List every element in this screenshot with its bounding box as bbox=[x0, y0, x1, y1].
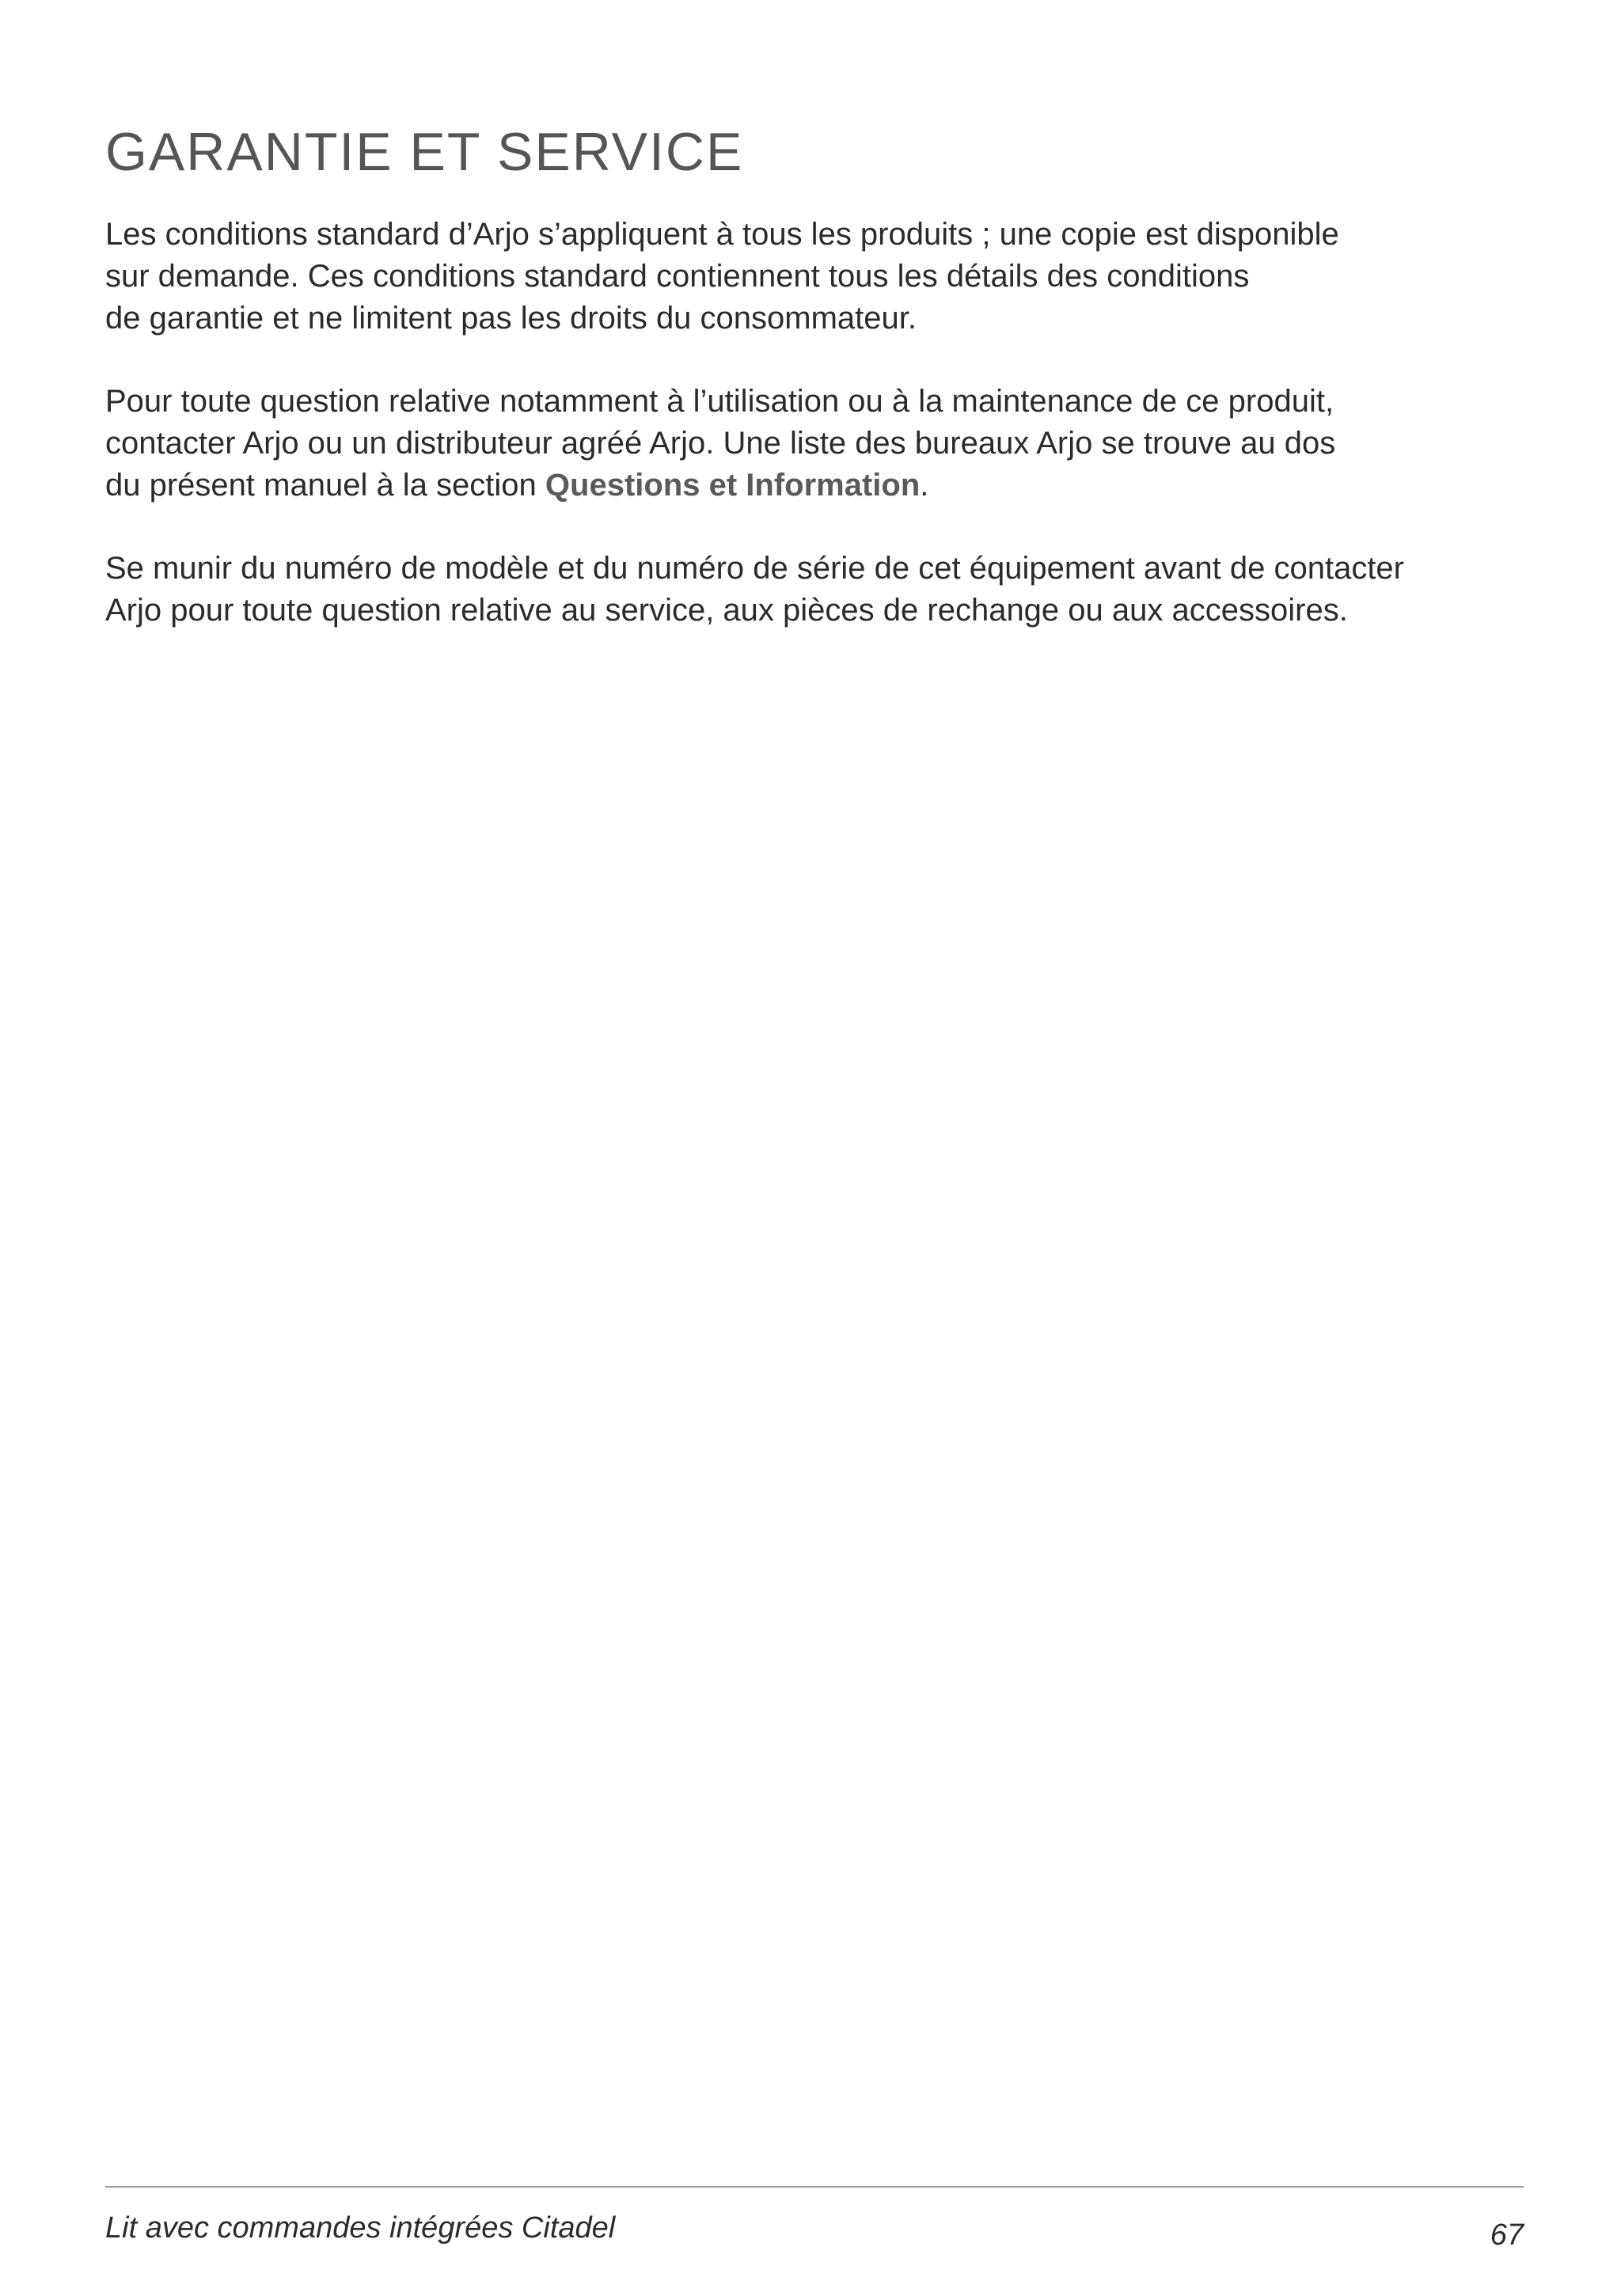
reference-suffix: . bbox=[920, 468, 929, 503]
paragraph-line: Arjo pour toute question relative au service, aux pièces de rechange ou aux accessoires. bbox=[105, 593, 1348, 628]
paragraph-line: Se munir du numéro de modèle et du numéro de série de cet équipement avant de contacter bbox=[105, 551, 1404, 586]
paragraph-line: sur demande. Ces conditions standard contiennent tous les détails des conditions bbox=[105, 259, 1250, 294]
paragraph-line: Pour toute question relative notamment à l’utilisation ou à la maintenance de ce produit, bbox=[105, 384, 1334, 419]
contact-paragraph bbox=[105, 381, 1530, 507]
paragraph-line: Les conditions standard d’Arjo s’appliquent à tous les produits ; une copie est disponible bbox=[105, 217, 1339, 252]
paragraph-line: de garantie et ne limitent pas les droits du consommateur. bbox=[105, 301, 917, 336]
questions-information-link[interactable]: Questions et Information bbox=[545, 468, 921, 503]
footer-divider bbox=[105, 2186, 1524, 2188]
page-number: 67 bbox=[1490, 2218, 1524, 2252]
paragraph-line-with-reference bbox=[105, 465, 1530, 507]
serial-number-paragraph bbox=[105, 548, 1530, 632]
page-title: GARANTIE ET SERVICE bbox=[105, 122, 744, 182]
footer-document-title: Lit avec commandes intégrées Citadel bbox=[105, 2211, 616, 2245]
paragraph-line: contacter Arjo ou un distributeur agréé Arjo. Une liste des bureaux Arjo se trouve au dos bbox=[105, 426, 1336, 461]
warranty-paragraph bbox=[105, 214, 1530, 340]
reference-prefix: du présent manuel à la section bbox=[105, 468, 545, 503]
